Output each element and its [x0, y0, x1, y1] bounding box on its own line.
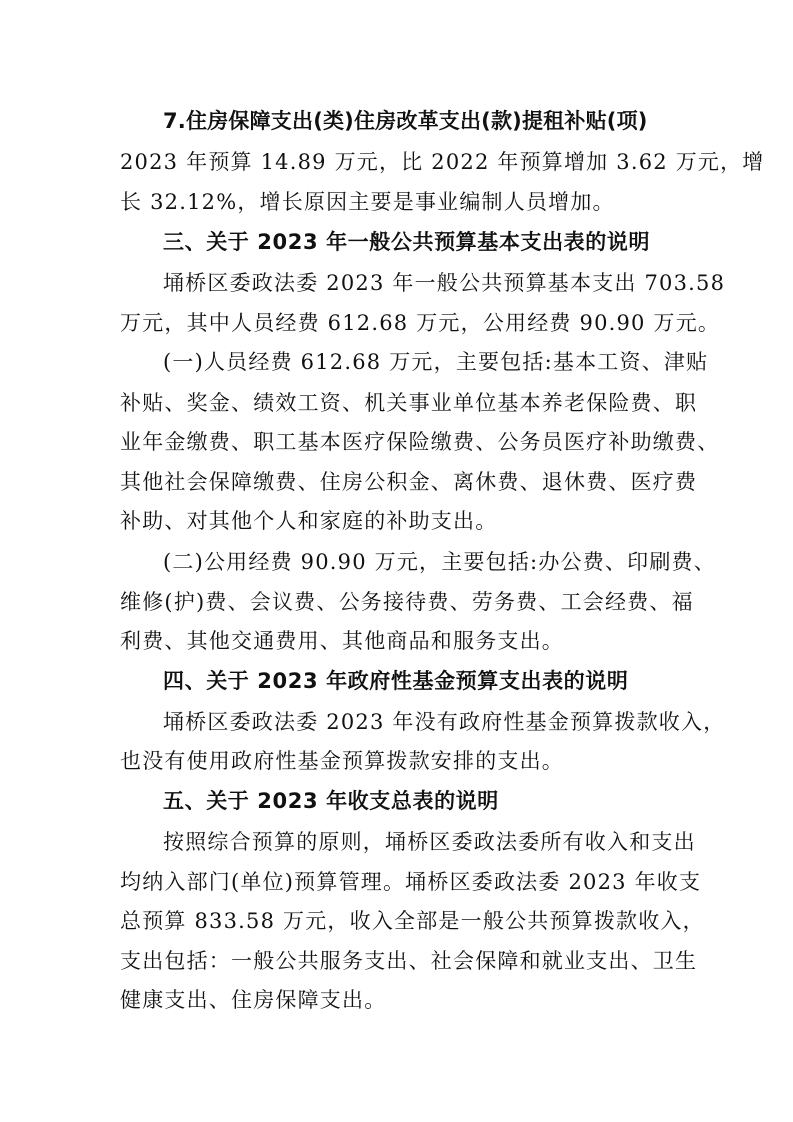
paragraph-line: 埇桥区委政法委 2023 年一般公共预算基本支出 703.58: [163, 271, 726, 295]
paragraph-line: 健康支出、住房保障支出。: [120, 988, 387, 1012]
paragraph-line: 业年金缴费、职工基本医疗保险缴费、公务员医疗补助缴费、: [120, 430, 720, 454]
section-heading: 三、关于 2023 年一般公共预算基本支出表的说明: [163, 230, 651, 254]
paragraph-line: 长 32.12%，增长原因主要是事业编制人员增加。: [120, 190, 615, 214]
paragraph-line: 总预算 833.58 万元，收入全部是一般公共预算拨款收入，: [120, 909, 705, 933]
paragraph-line: (二)公用经费 90.90 万元，主要包括:办公费、印刷费、: [163, 550, 716, 574]
paragraph-line: 补助、对其他个人和家庭的补助支出。: [120, 509, 498, 533]
paragraph-line: 利费、其他交通费用、其他商品和服务支出。: [120, 629, 564, 653]
paragraph-line: 均纳入部门(单位)预算管理。埇桥区委政法委 2023 年收支: [120, 870, 702, 894]
section-heading: 四、关于 2023 年政府性基金预算支出表的说明: [163, 669, 629, 693]
section-heading: 五、关于 2023 年收支总表的说明: [163, 789, 499, 813]
paragraph-line: 也没有使用政府性基金预算拨款安排的支出。: [120, 749, 564, 773]
paragraph-line: 2023 年预算 14.89 万元，比 2022 年预算增加 3.62 万元，增: [120, 150, 765, 174]
paragraph-line: 万元，其中人员经费 612.68 万元，公用经费 90.90 万元。: [120, 311, 721, 335]
paragraph-line: (一)人员经费 612.68 万元，主要包括:基本工资、津贴: [163, 350, 709, 374]
paragraph-line: 支出包括：一般公共服务支出、社会保障和就业支出、卫生: [120, 949, 698, 973]
paragraph-line: 维修(护)费、会议费、公务接待费、劳务费、工会经费、福: [120, 590, 694, 614]
paragraph-line: 其他社会保障缴费、住房公积金、离休费、退休费、医疗费: [120, 470, 698, 494]
paragraph-line: 补贴、奖金、绩效工资、机关事业单位基本养老保险费、职: [120, 391, 698, 415]
paragraph-line: 按照综合预算的原则，埇桥区委政法委所有收入和支出: [163, 830, 696, 854]
paragraph-line: 埇桥区委政法委 2023 年没有政府性基金预算拨款收入，: [163, 710, 726, 734]
section-heading: 7.住房保障支出(类)住房改革支出(款)提租补贴(项): [163, 109, 648, 133]
